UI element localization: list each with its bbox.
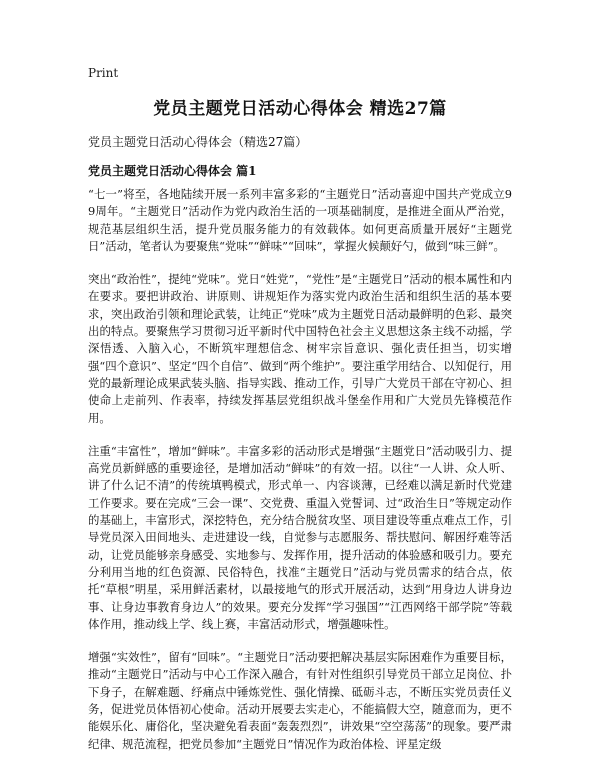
document-title: 党员主题党日活动心得体会 精选27篇 bbox=[153, 99, 447, 119]
paragraph: 突出“政治性”，提纯“党味”。党日“姓党”，“党性”是“主题党日”活动的根本属性和内在要求。要把讲政治、讲原则、讲规矩作为落实党内政治生活和组织生活的基本要求，突出政治引领和理论武装，让纯正“党味”成为主题党日活动最鲜明的色彩、最突出的特点。要聚焦学习贯彻习近平新时代中国特色社会主义思想这条主线不动摇，学深悟透、入脑入心，不断筑牢理想信念、树牢宗旨意识、强化责任担当，切实增强“四个意识”、坚定“四个自信”、做到“两个维护”。要注重学用结合、以知促行，用党的最新理论成果武装头脑、指导实践、推动工作，引导广大党员干部在守初心、担使命上走前列、作表率，持续发挥基层党组织战斗堡垒作用和广大党员先锋模范作用。 bbox=[88, 272, 512, 425]
document-subtitle: 党员主题党日活动心得体会（精选27篇） bbox=[88, 135, 308, 149]
paragraph: “七一”将至，各地陆续开展一系列丰富多彩的“主题党日”活动喜迎中国共产党成立99周年。“主题党日”活动作为党内政治生活的一项基础制度，是推进全面从严治党，规范基层组织生活，提升党员服务能力的有效载体。如何更高质量开展好“主题党日”活动，笔者认为要聚焦“党味”“鲜味”“回味”，掌握火候颠好勺，做到“味三鲜”。 bbox=[88, 187, 512, 253]
section-heading: 党员主题党日活动心得体会 篇1 bbox=[88, 164, 257, 178]
paragraph: 增强“实效性”，留有“回味”。“主题党日”活动要把解决基层实际困难作为重要目标，推动“主题党日”活动与中心工作深入融合，有针对性组织引导党员干部立足岗位、扑下身子，在解难题、纾痛点中锤炼党性、强化情操、砥砺斗志，不断压实党员责任义务，促进党员体悟初心使命。活动开展要去实走心，不能搞假大空，随意而为，更不能娱乐化、庸俗化，坚决避免看表面“轰轰烈烈”，讲效果“空空荡荡”的现象。要严肃纪律、规范流程，把党员参加“主题党日”情况作为政治体检、评星定级 bbox=[88, 650, 512, 751]
document-body bbox=[88, 186, 512, 769]
print-link[interactable]: Print bbox=[88, 66, 119, 80]
paragraph: 注重“丰富性”，增加“鲜味”。丰富多彩的活动形式是增强“主题党日”活动吸引力、提高党员新鲜感的重要途径，是增加活动“鲜味”的有效一招。以往“一人讲、众人听、讲了什么记不清”的传统填鸭模式，形式单一、内容谈薄，已经难以满足新时代党建工作要求。要在完成“三会一课”、交党费、重温入党誓词、过“政治生日”等规定动作的基础上，丰富形式，深挖特色，充分结合脱贫攻坚、项目建设等重点难点工作，引导党员深入田间地头、走进建设一线，自觉参与志愿服务、帮扶慰问、解困纾难等活动，让党员能够亲身感受、实地参与、发挥作用，提升活动的体验感和吸引力。要充分利用当地的红色资源、民俗特色，找准“主题党日”活动与党员需求的结合点，依托“草根”明星，采用鲜活素材，以最接地气的形式开展活动，达到“用身边人讲身边事、让身边事教育身边人”的效果。要充分发挥“学习强国”“江西网络干部学院”等载体作用，推动线上学、线上赛，丰富活动形式，增强趣味性。 bbox=[88, 443, 512, 631]
